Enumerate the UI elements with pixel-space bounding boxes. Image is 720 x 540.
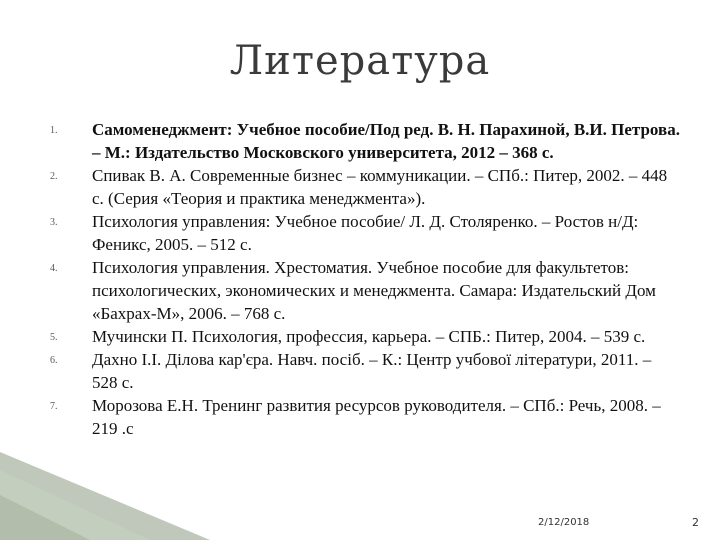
list-item-text: Самоменеджмент: Учебное пособие/Под ред. В. Н. Парахиной, В.И. Петрова. – М.: Издательство Московского университета, 2012 – 368 с.: [92, 120, 680, 162]
list-item-text: Морозова Е.Н. Тренинг развития ресурсов руководителя. – СПб.: Речь, 2008. – 219 .с: [92, 396, 661, 438]
list-item: [50, 394, 680, 440]
list-item: [50, 348, 680, 394]
list-item: [50, 210, 680, 256]
list-item: [50, 325, 680, 348]
list-item-text: Психология управления: Учебное пособие/ Л. Д. Столяренко. – Ростов н/Д: Феникс, 2005. – 512 с.: [92, 212, 639, 254]
list-item-number: 4.: [50, 263, 58, 274]
list-item-number: 3.: [50, 217, 58, 228]
list-item-text: Психология управления. Хрестоматия. Учебное пособие для факультетов: психологических, экономических и менеджмента. Самара: Издательский Дом «Бахрах-М», 2006. – 768 с.: [92, 258, 656, 323]
corner-stripe-light: [0, 470, 150, 540]
corner-stripe-mid: [0, 495, 90, 540]
list-item-number: 2.: [50, 171, 58, 182]
corner-stripe-dark: [0, 452, 210, 540]
list-item-text: Дахно І.І. Ділова кар'єра. Навч. посіб. – К.: Центр учбової літератури, 2011. – 528 с.: [92, 350, 652, 392]
list-item-text: Мучински П. Психология, профессия, карьера. – СПБ.: Питер, 2004. – 539 с.: [92, 327, 646, 346]
list-item-number: 5.: [50, 332, 58, 343]
list-item-text: Спивак В. А. Современные бизнес – коммуникации. – СПб.: Питер, 2002. – 448 с. (Серия «Теория и практика менеджмента»).: [92, 166, 668, 208]
reference-list: [50, 118, 680, 440]
slide-title: Литература: [229, 38, 491, 84]
slide-date: 2/12/2018: [538, 517, 590, 528]
list-item: [50, 118, 680, 164]
list-item-number: 7.: [50, 401, 58, 412]
list-item: [50, 256, 680, 325]
list-item: [50, 164, 680, 210]
slide-page-number: 2: [692, 516, 699, 529]
list-item-number: 1.: [50, 125, 58, 136]
list-item-number: 6.: [50, 355, 58, 366]
